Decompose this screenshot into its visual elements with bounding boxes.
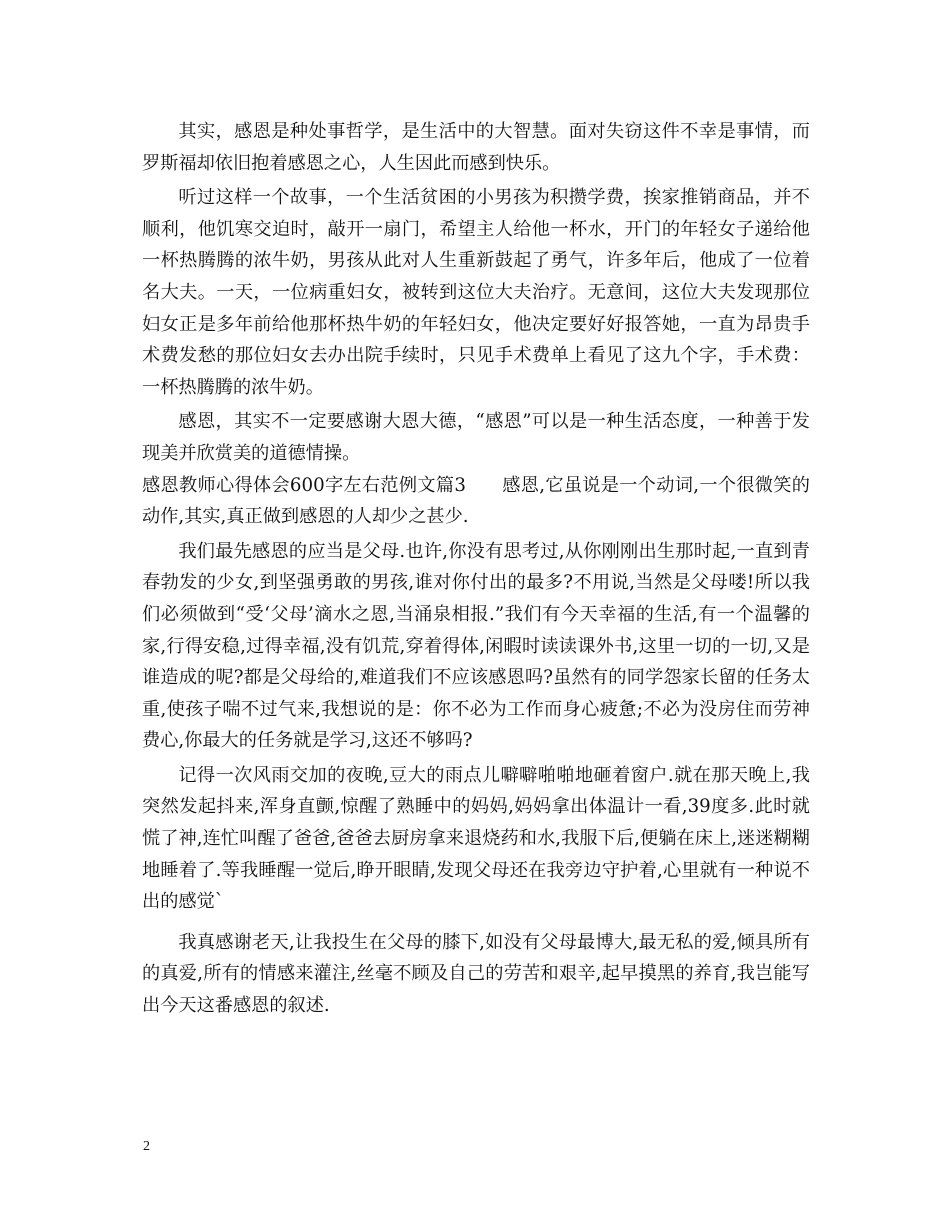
paragraph-2: 听过这样一个故事，一个生活贫困的小男孩为积攒学费，挨家推销商品，并不顺利，他饥寒交迫时，敲开一扇门，希望主人给他一杯水，开门的年轻女子递给他一杯热腾腾的浓牛奶，男孩从此对人生重新鼓起了勇气，许多年后，他成了一位着名大夫。一天，一位病重妇女，被转到这位大夫治疗。无意间，这位大夫发现那位妇女正是多年前给他那杯热牛奶的年轻妇女，他决定要好好报答她，一直为昂贵手术费发愁的那位妇女去办出院手续时，只见手术费单上看见了这九个字，手术费：一杯热腾腾的浓牛奶。 bbox=[142, 187, 810, 398]
section-first-text: 感恩,它虽说是一个动词,一个很微笑的动作,其实,真正做到感恩的人却少之甚少. bbox=[142, 474, 810, 528]
paragraph-5: 记得一次风雨交加的夜晚,豆大的雨点儿噼噼啪啪地砸着窗户.就在那天晚上,我突然发起抖来,浑身直颤,惊醒了熟睡中的妈妈,妈妈拿出体温计一看,39度多.此时就慌了神,连忙叫醒了爸爸,爸爸去厨房拿来退烧药和水,我服下后,便躺在床上,迷迷糊糊地睡着了.等我睡醒一觉后,睁开眼睛,发现父母还在我旁边守护着,心里就有一种说不出的感觉` bbox=[142, 764, 810, 913]
document-body bbox=[142, 116, 810, 1022]
section-paragraph bbox=[142, 470, 810, 533]
paragraph-3: 感恩，其实不一定要感谢大恩大德，“感恩”可以是一种生活态度，一种善于发现美并欣赏美的道德情操。 bbox=[142, 411, 810, 464]
paragraph-1: 其实，感恩是种处事哲学，是生活中的大智慧。面对失窃这件不幸是事情，而罗斯福却依旧抱着感恩之心，人生因此而感到快乐。 bbox=[142, 121, 810, 174]
section-heading: 感恩教师心得体会600字左右范例文篇3 bbox=[142, 474, 466, 496]
paragraph-4: 我们最先感恩的应当是父母.也许,你没有思考过,从你刚刚出生那时起,一直到青春勃发的少女,到坚强勇敢的男孩,谁对你付出的最多?不用说,当然是父母喽!所以我们必须做到“受‘父母’滴水之恩,当涌泉相报.”我们有今天幸福的生活,有一个温馨的家,行得安稳,过得幸福,没有饥荒,穿着得体,闲暇时读读课外书,这里一切的一切,又是谁造成的呢?都是父母给的,难道我们不应该感恩吗?虽然有的同学怨家长留的任务太重,使孩子喘不过气来,我想说的是：你不必为工作而身心疲惫;不必为没房住而劳神费心,你最大的任务就是学习,这还不够吗? bbox=[142, 540, 810, 752]
paragraph-6: 我真感谢老天,让我投生在父母的膝下,如没有父母最博大,最无私的爱,倾具所有的真爱,所有的情感来灌注,丝毫不顾及自己的劳苦和艰辛,起早摸黑的养育,我岂能写出今天这番感恩的叙述. bbox=[142, 931, 810, 1017]
page-number: 2 bbox=[143, 1139, 150, 1154]
